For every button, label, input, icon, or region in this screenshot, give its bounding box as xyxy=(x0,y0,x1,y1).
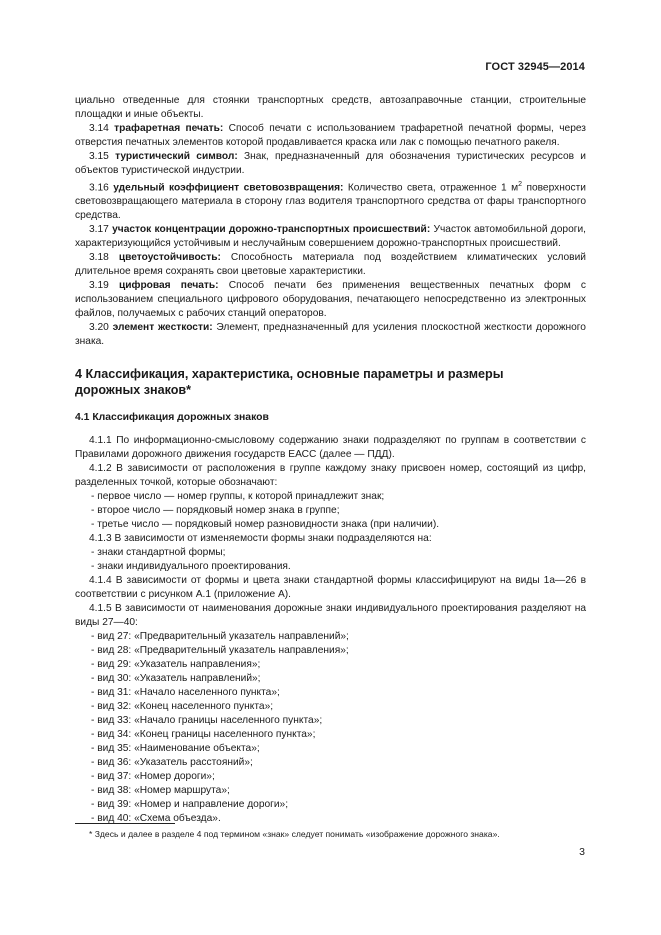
list-item: - вид 32: «Конец населенного пункта»; xyxy=(91,701,274,713)
page-content xyxy=(75,94,586,826)
term-definition: Знак, предназначенный для обозначения туристических ресурсов и объектов туристической индустрии. xyxy=(75,151,586,176)
list-item: - вид 36: «Указатель расстояний»; xyxy=(91,757,253,769)
list-item: - второе число — порядковый номер знака в группе; xyxy=(91,505,340,517)
term-title: участок концентрации дорожно-транспортных происшествий: xyxy=(112,224,431,236)
term-3-16 xyxy=(75,178,586,223)
footnote: * Здесь и далее в разделе 4 под термином «знак» следует понимать «изображение дорожного знака». xyxy=(89,829,500,839)
clause-4-1-4: 4.1.4 В зависимости от формы и цвета знаки стандартной формы классифицируют на виды 1а—26 в соответствии с рисунком А.1 (приложение А). xyxy=(75,575,586,601)
list-item: - вид 35: «Наименование объекта»; xyxy=(91,743,260,755)
term-definition: Способ печати с использованием трафаретной печатной формы, через отверстия печатных элементов которой продавливается краска или лак с помощью печатного ракеля. xyxy=(75,123,586,148)
term-3-17 xyxy=(75,223,586,251)
page-number: 3 xyxy=(579,846,585,858)
clause-4-1-1: 4.1.1 По информационно-смысловому содержанию знаки подразделяют по группам в соответствии с Правилами дорожного движения государств ЕАСС (далее — ПДД). xyxy=(75,435,586,461)
term-3-15 xyxy=(75,150,586,178)
clause-4-1-5: 4.1.5 В зависимости от наименования дорожные знаки индивидуального проектирования разделяют на виды 27—40: xyxy=(75,603,586,629)
document-header-standard: ГОСТ 32945—2014 xyxy=(485,61,585,73)
term-number: 3.20 xyxy=(89,322,109,334)
list-item: - вид 34: «Конец границы населенного пункта»; xyxy=(91,729,316,741)
superscript-two: 2 xyxy=(518,181,523,188)
term-definition: поверхности световозвращающего материала в сторону глаз водителя транспортного средства от фары транспортного средства. xyxy=(75,182,586,222)
term-definition: Элемент, предназначенный для усиления плоскостной жесткости дорожного знака. xyxy=(75,322,586,348)
term-3-14 xyxy=(75,122,586,150)
section-4-1-heading: 4.1 Классификация дорожных знаков xyxy=(75,412,269,424)
list-item: - вид 40: «Схема объезда». xyxy=(91,813,221,825)
clause-4-1-2: 4.1.2 В зависимости от расположения в группе каждому знаку присвоен номер, состоящий из цифр, разделенных точкой, которые обозначают: xyxy=(75,463,586,489)
clause-4-1-3: 4.1.3 В зависимости от изменяемости формы знаки подразделяются на: xyxy=(89,533,432,545)
term-3-18 xyxy=(75,251,586,279)
list-item: - вид 28: «Предварительный указатель направления»; xyxy=(91,645,349,657)
footnote-divider xyxy=(75,823,175,824)
list-item: - вид 37: «Номер дороги»; xyxy=(91,771,215,783)
term-3-20 xyxy=(75,321,586,349)
term-title: удельный коэффициент световозвращения: xyxy=(113,182,344,194)
term-number: 3.15 xyxy=(89,151,109,162)
term-3-19 xyxy=(75,279,586,321)
term-number: 3.16 xyxy=(89,182,109,194)
term-number: 3.18 xyxy=(89,252,109,264)
section-4-heading: 4 Классификация, характеристика, основные параметры и размеры дорожных знаков* xyxy=(75,367,504,398)
list-item: - вид 30: «Указатель направлений»; xyxy=(91,673,261,685)
term-definition: Способность материала под воздействием климатических условий длительное время сохранять свои цветовые характеристики. xyxy=(75,252,586,278)
term-title: элемент жесткости: xyxy=(112,322,213,334)
term-title: трафаретная печать: xyxy=(114,123,224,134)
continuation-paragraph: циально отведенные для стоянки транспортных средств, автозаправочные станции, строительные площадки и иные объекты. xyxy=(75,95,586,120)
list-item: - знаки стандартной формы; xyxy=(91,547,226,559)
term-definition: Способ печати без применения вещественных печатных форм с использованием специального цифрового оборудования, печатающего непосредственно из электронных файлов, получаемых с рабочих станций операторов. xyxy=(75,280,586,320)
term-title: цифровая печать: xyxy=(119,280,219,292)
list-item: - первое число — номер группы, к которой принадлежит знак; xyxy=(91,491,385,503)
list-item: - вид 38: «Номер маршрута»; xyxy=(91,785,230,797)
term-number: 3.14 xyxy=(89,123,109,134)
term-number: 3.17 xyxy=(89,224,109,236)
term-number: 3.19 xyxy=(89,280,109,292)
list-item: - вид 39: «Номер и направление дороги»; xyxy=(91,799,289,811)
list-item: - вид 27: «Предварительный указатель направлений»; xyxy=(91,631,349,643)
term-definition: Участок автомобильной дороги, характеризующийся устойчивым и неслучайным совершением дорожно-транспортных происшествий. xyxy=(75,224,586,250)
term-title: цветоустойчивость: xyxy=(118,252,221,264)
term-definition-start: Количество света, отраженное 1 м xyxy=(347,182,519,194)
list-item: - третье число — порядковый номер разновидности знака (при наличии). xyxy=(91,519,440,531)
list-item: - вид 33: «Начало границы населенного пункта»; xyxy=(91,715,323,727)
list-item: - знаки индивидуального проектирования. xyxy=(91,561,291,573)
list-item: - вид 29: «Указатель направления»; xyxy=(91,659,261,671)
term-title: туристический символ: xyxy=(115,151,238,162)
list-item: - вид 31: «Начало населенного пункта»; xyxy=(91,687,280,699)
